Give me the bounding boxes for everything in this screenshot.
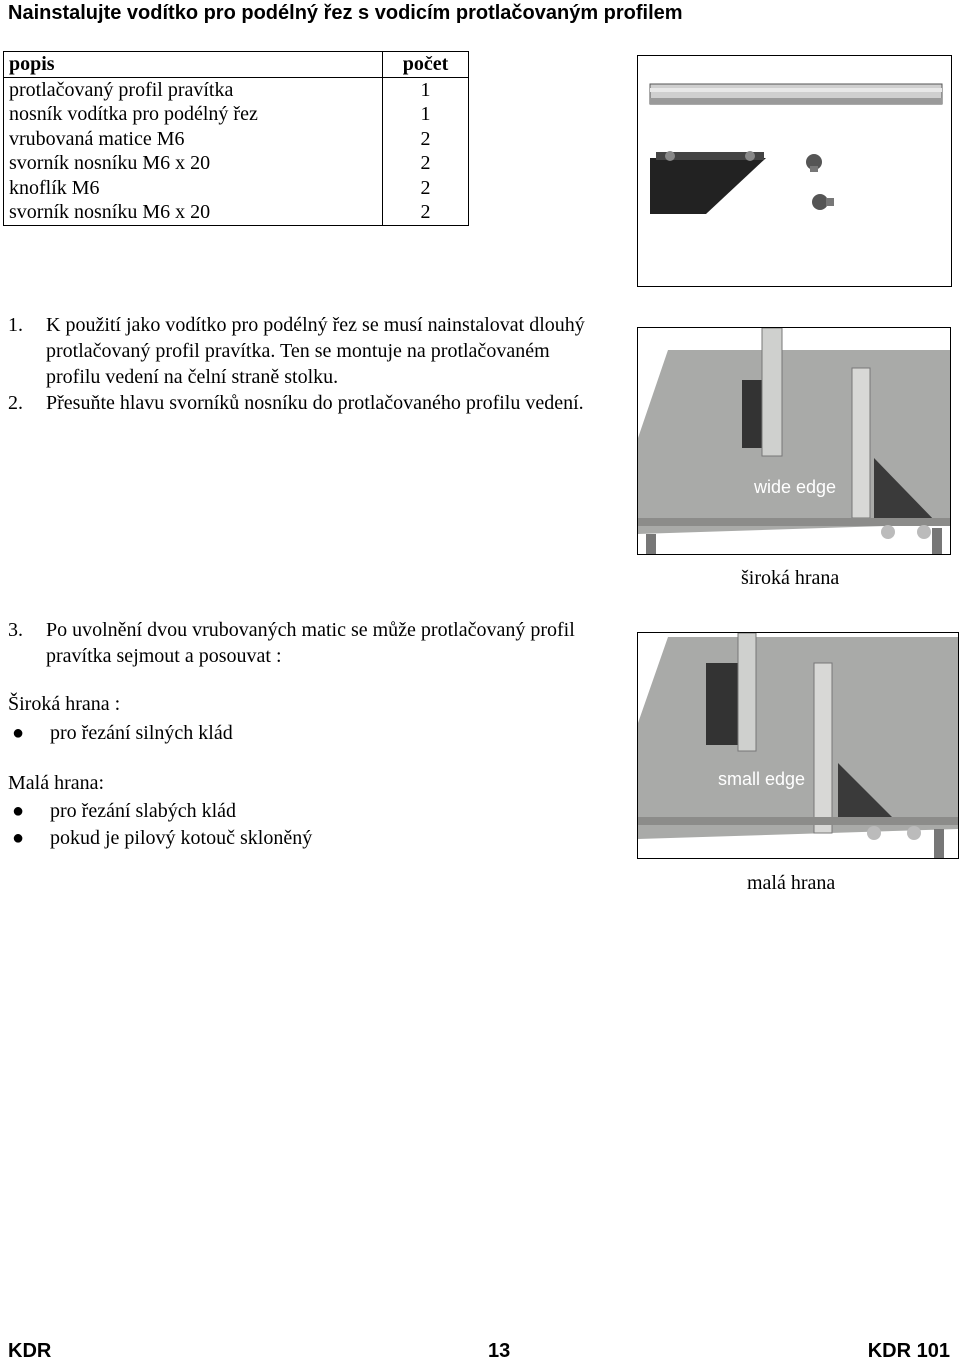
part-description: knoflík M6 [4,176,383,201]
part-quantity: 2 [383,176,469,201]
part-description: svorník nosníku M6 x 20 [4,151,383,176]
header-quantity: počet [383,52,469,78]
steps-1-2 [8,312,608,416]
part-description: vrubovaná matice M6 [4,127,383,152]
step-item [8,617,608,669]
small-edge-photo [637,632,959,859]
part-quantity: 1 [383,102,469,127]
photo-label-wide: wide edge [754,477,837,497]
part-quantity: 2 [383,151,469,176]
list-item [8,798,608,825]
parts-photo [637,55,952,287]
table-row [4,200,469,225]
step-number: 3. [8,619,23,641]
wide-edge-illustration [638,328,950,554]
header-description: popis [4,52,383,78]
wide-edge-photo [637,327,951,555]
step-3-section [8,617,608,669]
footer-page-number: 13 [488,1340,511,1362]
step-item [8,312,608,390]
table-row [4,176,469,201]
wide-edge-list [8,720,608,747]
list-item-text: pro řezání silných klád [50,722,233,744]
list-item [8,720,608,747]
caption-wide: široká hrana [741,567,840,589]
part-description: nosník vodítka pro podélný řez [4,102,383,127]
parts-illustration [638,56,951,286]
footer-left: KDR [8,1340,52,1362]
step-number: 1. [8,314,23,336]
step-text: K použití jako vodítko pro podélný řez se musí nainstalovat dlouhý protlačovaný profil pravítka. Ten se montuje na protlačovaném profilu vedení na čelní straně stolku. [46,314,585,388]
table-header-row [4,52,469,78]
table-row [4,77,469,102]
part-quantity: 1 [383,77,469,102]
table-row [4,102,469,127]
step-text: Po uvolnění dvou vrubovaných matic se může protlačovaný profil pravítka sejmout a posouvat : [46,619,575,667]
page-title: Nainstalujte vodítko pro podélný řez s vodicím protlačovaným profilem [8,2,683,24]
footer-right: KDR 101 [867,1340,950,1362]
table-row [4,127,469,152]
wide-edge-heading: Široká hrana : [8,693,121,715]
part-quantity: 2 [383,200,469,225]
list-item-text: pro řezání slabých klád [50,800,237,822]
part-description: protlačovaný profil pravítka [4,77,383,102]
step-number: 2. [8,392,23,414]
photo-label-small: small edge [718,769,806,789]
caption-small: malá hrana [747,872,836,894]
step-item [8,390,608,416]
part-quantity: 2 [383,127,469,152]
bullet-icon: ● [12,722,25,744]
part-description: svorník nosníku M6 x 20 [4,200,383,225]
table-row [4,151,469,176]
small-edge-list [8,798,608,852]
list-item-text: pokud je pilový kotouč skloněný [50,827,313,849]
bullet-icon: ● [12,827,25,849]
list-item [8,825,608,852]
step-text: Přesuňte hlavu svorníků nosníku do protlačovaného profilu vedení. [46,392,584,414]
bullet-icon: ● [12,800,25,822]
small-edge-illustration [638,633,958,858]
parts-table [3,51,469,226]
small-edge-heading: Malá hrana: [8,772,105,794]
